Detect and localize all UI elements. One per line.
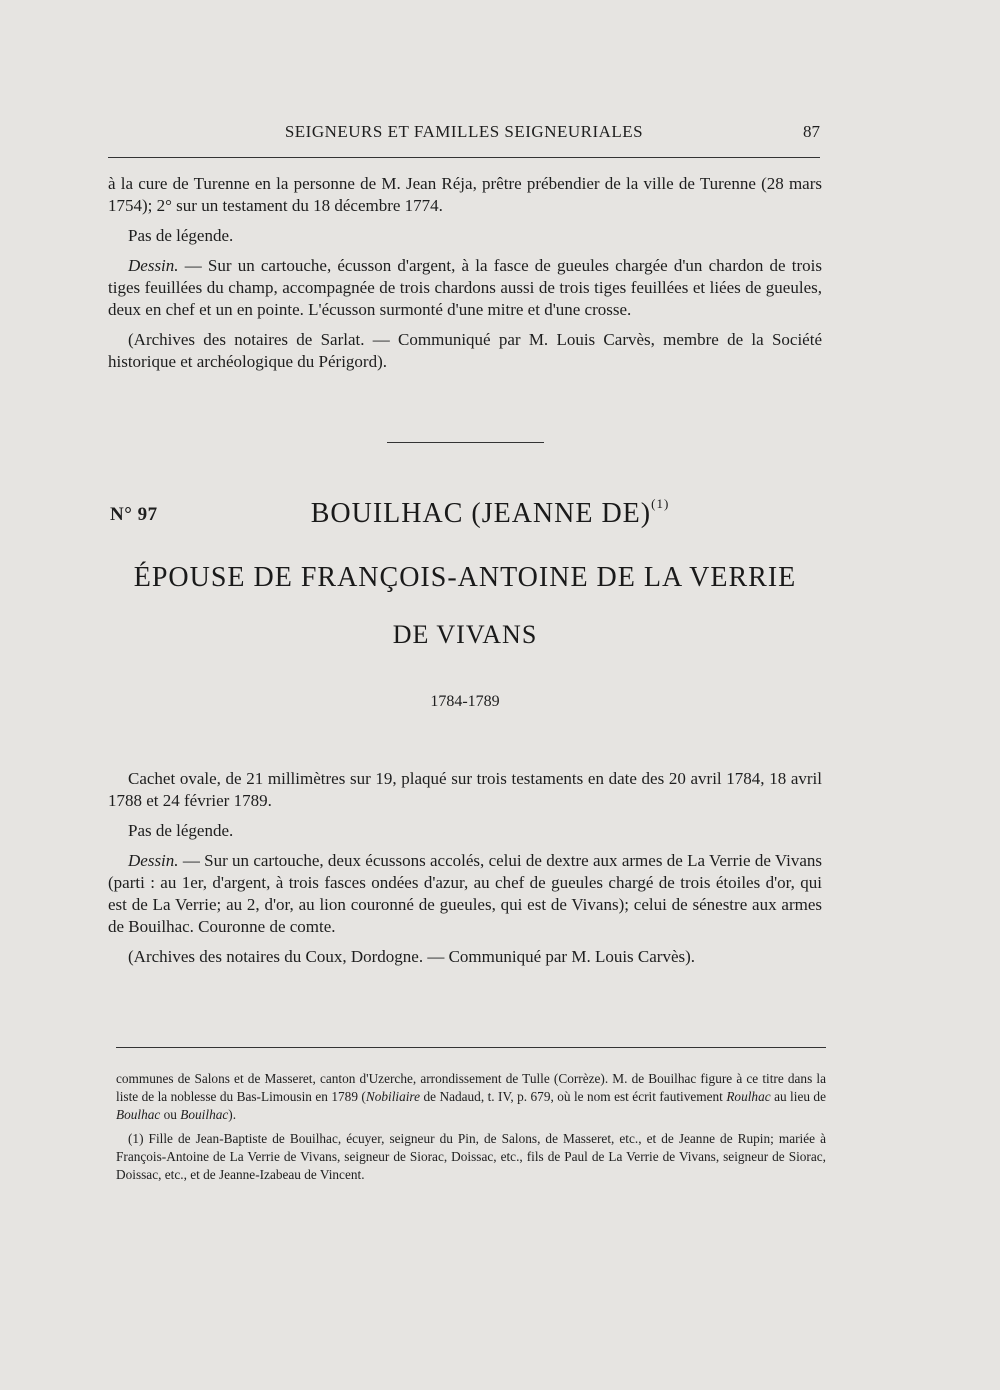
entry-description: Cachet ovale, de 21 millimètres sur 19, plaqué sur trois testaments en date des 20 avril 1784, 18 avril 1788 et 24 février 1789. [108, 769, 822, 810]
entry-dates: 1784-1789 [430, 693, 500, 710]
footnote-italic: Roulhac [726, 1089, 771, 1104]
footnote-mark: (1) [651, 496, 670, 511]
footnote-text: ou [160, 1107, 181, 1122]
entry-body [108, 768, 822, 976]
footnote-italic: Nobiliaire [365, 1089, 421, 1104]
entry-legend: Pas de légende. [128, 821, 234, 840]
footnote-text: ). [228, 1107, 237, 1122]
section-separator [387, 442, 544, 443]
previous-entry-continuation: à la cure de Turenne en la personne de M. Jean Réja, prêtre prébendier de la ville de Turenne (28 mars 1754); 2° sur un testament du 18 décembre 1774. [108, 174, 822, 215]
entry-title-line2: ÉPOUSE DE FRANÇOIS-ANTOINE DE LA VERRIE [133, 562, 797, 593]
header-rule [108, 157, 820, 158]
previous-entry [108, 173, 822, 381]
previous-entry-legend: Pas de légende. [128, 226, 234, 245]
footnote-rule [116, 1047, 826, 1048]
drawing-label: Dessin. [128, 851, 179, 870]
entry-drawing [108, 850, 822, 938]
footnote-continuation [116, 1070, 826, 1124]
footnote-text: au lieu de [770, 1089, 826, 1104]
previous-entry-drawing [108, 255, 822, 321]
entry-source: (Archives des notaires du Coux, Dordogne. — Communiqué par M. Louis Carvès). [128, 947, 696, 966]
footnote-text: communes de Salons et de Masseret, canton d'Uzerche, arrondissement de Tulle (Corrèze). M. de Bouilhac figure à ce titre dans la liste de la noblesse du Bas-Limousin en 1789 ( [116, 1071, 826, 1104]
running-head [108, 120, 820, 148]
footnotes [116, 1070, 826, 1190]
previous-entry-source: (Archives des notaires de Sarlat. — Communiqué par M. Louis Carvès, membre de la Société historique et archéologique du Périgord). [108, 330, 822, 371]
running-title: SEIGNEURS ET FAMILLES SEIGNEURIALES [284, 122, 644, 141]
page-number: 87 [803, 122, 820, 141]
drawing-text: — Sur un cartouche, deux écussons accolés, celui de dextre aux armes de La Verrie de Vivans (parti : au 1er, d'argent, à trois fasces ondées d'azur, au chef de gueules chargé de trois étoiles d'or, qui est de La Verrie; au 2, d'or, au lion couronné de gueules, qui est de Vivans); celui de sénestre aux armes de Bouilhac. Couronne de comte. [108, 851, 822, 936]
drawing-text: — Sur un cartouche, écusson d'argent, à la fasce de gueules chargée d'un chardon de trois tiges feuillées du champ, accompagnée de trois chardons aussi de trois tiges feuillées et liées de gueules, deux en chef et un en pointe. L'écusson surmonté d'une mitre et d'une crosse. [108, 256, 822, 319]
footnote-1: (1) Fille de Jean-Baptiste de Bouilhac, écuyer, seigneur du Pin, de Salons, de Masseret, etc., et de Jeanne de Rupin; mariée à François-Antoine de La Verrie de Vivans, seigneur de Siorac, Doissac, etc., fils de Paul de La Verrie de Vivans, seigneur de Siorac, Doissac, etc., et de Jeanne-Izabeau de Vincent. [116, 1131, 826, 1182]
footnote-italic: Boulhac [116, 1107, 161, 1122]
entry-number: N° 97 [110, 504, 158, 525]
entry-title-line3: DE VIVANS [392, 620, 538, 649]
drawing-label: Dessin. [128, 256, 179, 275]
entry-title-line1 [108, 498, 822, 530]
footnote-italic: Bouilhac [180, 1107, 229, 1122]
footnote-text: de Nadaud, t. IV, p. 679, où le nom est écrit fautivement [420, 1089, 727, 1104]
entry-title-name: BOUILHAC (JEANNE DE) [310, 498, 652, 529]
